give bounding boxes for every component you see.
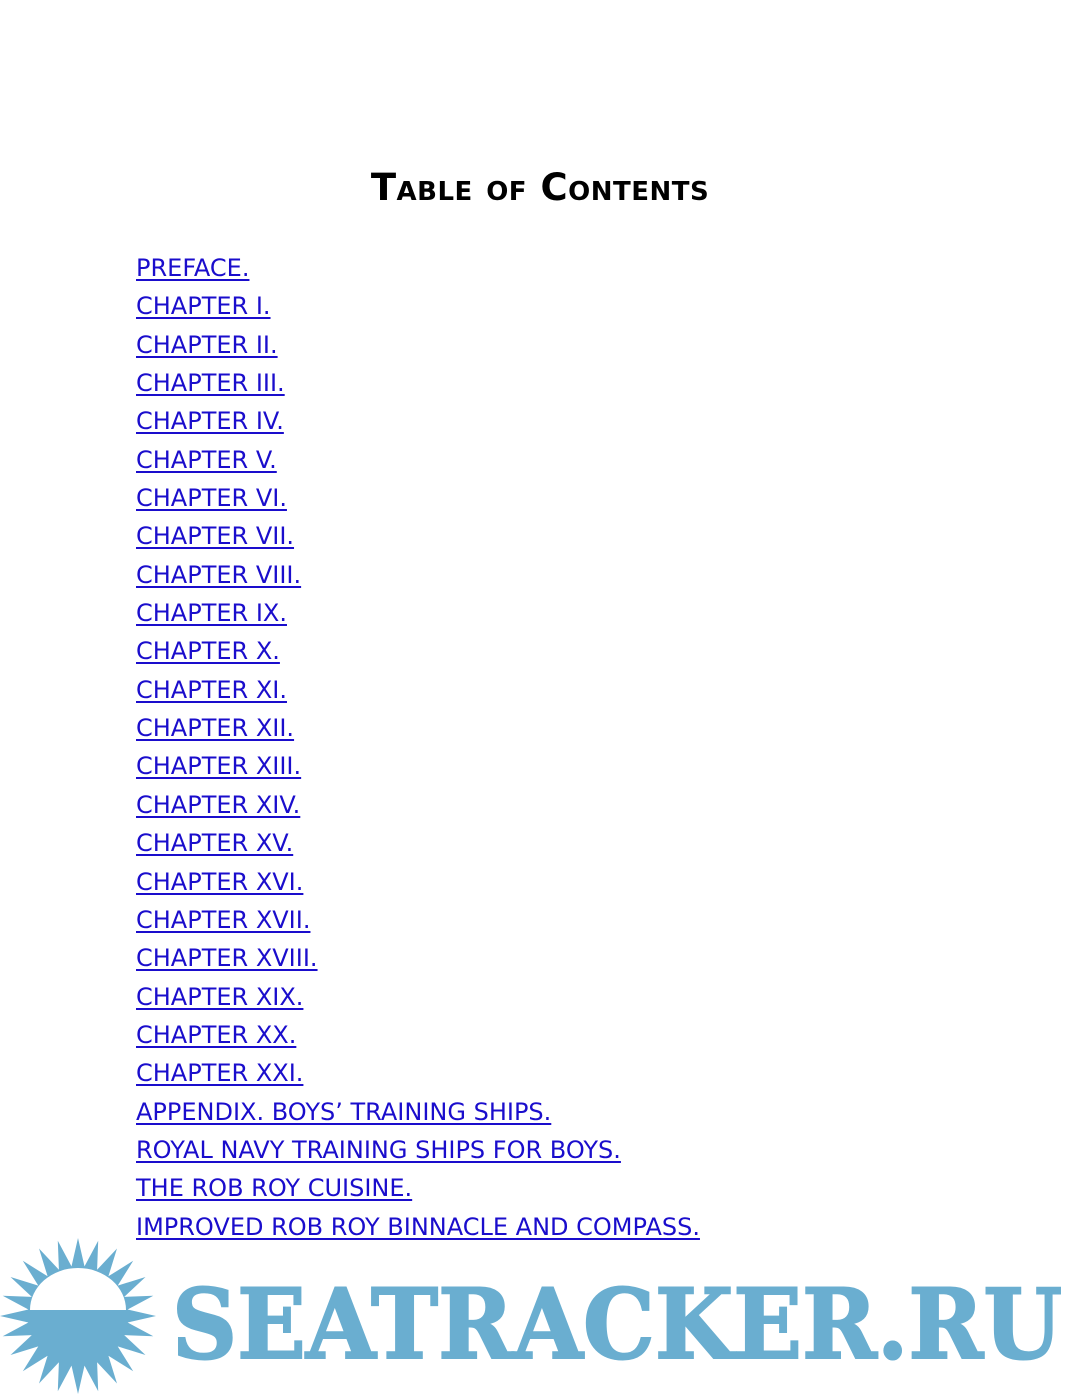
toc-item [136,632,700,670]
toc-link-chapter-1[interactable]: CHAPTER I. [136,292,271,321]
toc-link-chapter-5[interactable]: CHAPTER V. [136,445,277,474]
toc-link-chapter-2[interactable]: CHAPTER II. [136,330,278,359]
toc-item [136,1169,700,1207]
toc-item [136,1016,700,1054]
toc-link-cuisine[interactable]: THE ROB ROY CUISINE. [136,1174,413,1203]
sun-icon [0,1238,156,1394]
toc-link-chapter-18[interactable]: CHAPTER XVIII. [136,944,318,973]
toc-link-chapter-17[interactable]: CHAPTER XVII. [136,905,311,934]
toc-item [136,441,700,479]
toc-item [136,364,700,402]
toc-item [136,901,700,939]
toc-link-chapter-8[interactable]: CHAPTER VIII. [136,560,302,589]
toc-link-chapter-12[interactable]: CHAPTER XII. [136,714,295,743]
toc-item [136,709,700,747]
toc-item [136,594,700,632]
toc-item [136,786,700,824]
toc-item [136,747,700,785]
toc-link-chapter-7[interactable]: CHAPTER VII. [136,522,295,551]
toc-link-chapter-10[interactable]: CHAPTER X. [136,637,280,666]
toc-link-preface[interactable]: PREFACE. [136,254,250,282]
toc-item [136,402,700,440]
toc-link-chapter-11[interactable]: CHAPTER XI. [136,675,287,704]
toc-item [136,287,700,325]
toc-item [136,479,700,517]
toc-link-chapter-15[interactable]: CHAPTER XV. [136,829,294,858]
toc-link-chapter-21[interactable]: CHAPTER XXI. [136,1059,304,1088]
toc-link-chapter-4[interactable]: CHAPTER IV. [136,407,284,436]
toc-item [136,556,700,594]
toc-link-chapter-16[interactable]: CHAPTER XVI. [136,867,304,896]
toc-link-chapter-19[interactable]: CHAPTER XIX. [136,982,304,1011]
toc-link-chapter-14[interactable]: CHAPTER XIV. [136,790,301,819]
watermark [0,1238,1080,1397]
toc-item [136,249,700,287]
toc-link-binnacle[interactable]: IMPROVED ROB ROY BINNACLE AND COMPASS. [136,1212,700,1241]
toc-item [136,1093,700,1131]
toc-item [136,671,700,709]
toc-item [136,326,700,364]
toc-item [136,1054,700,1092]
toc-item [136,824,700,862]
toc-item [136,1131,700,1169]
watermark-text: SEATRACKER.RU [172,1268,1062,1381]
toc-link-chapter-20[interactable]: CHAPTER XX. [136,1020,297,1049]
toc-link-appendix[interactable]: APPENDIX. BOYS’ TRAINING SHIPS. [136,1097,552,1126]
toc-item [136,863,700,901]
toc-item [136,978,700,1016]
toc-item [136,517,700,555]
page-title: Table of Contents [370,166,710,209]
toc-item [136,939,700,977]
toc-link-chapter-13[interactable]: CHAPTER XIII. [136,752,302,781]
toc-link-royal-navy[interactable]: ROYAL NAVY TRAINING SHIPS FOR BOYS. [136,1135,621,1164]
table-of-contents [136,249,700,1246]
toc-link-chapter-9[interactable]: CHAPTER IX. [136,599,287,628]
toc-link-chapter-6[interactable]: CHAPTER VI. [136,484,287,513]
toc-link-chapter-3[interactable]: CHAPTER III. [136,369,285,398]
